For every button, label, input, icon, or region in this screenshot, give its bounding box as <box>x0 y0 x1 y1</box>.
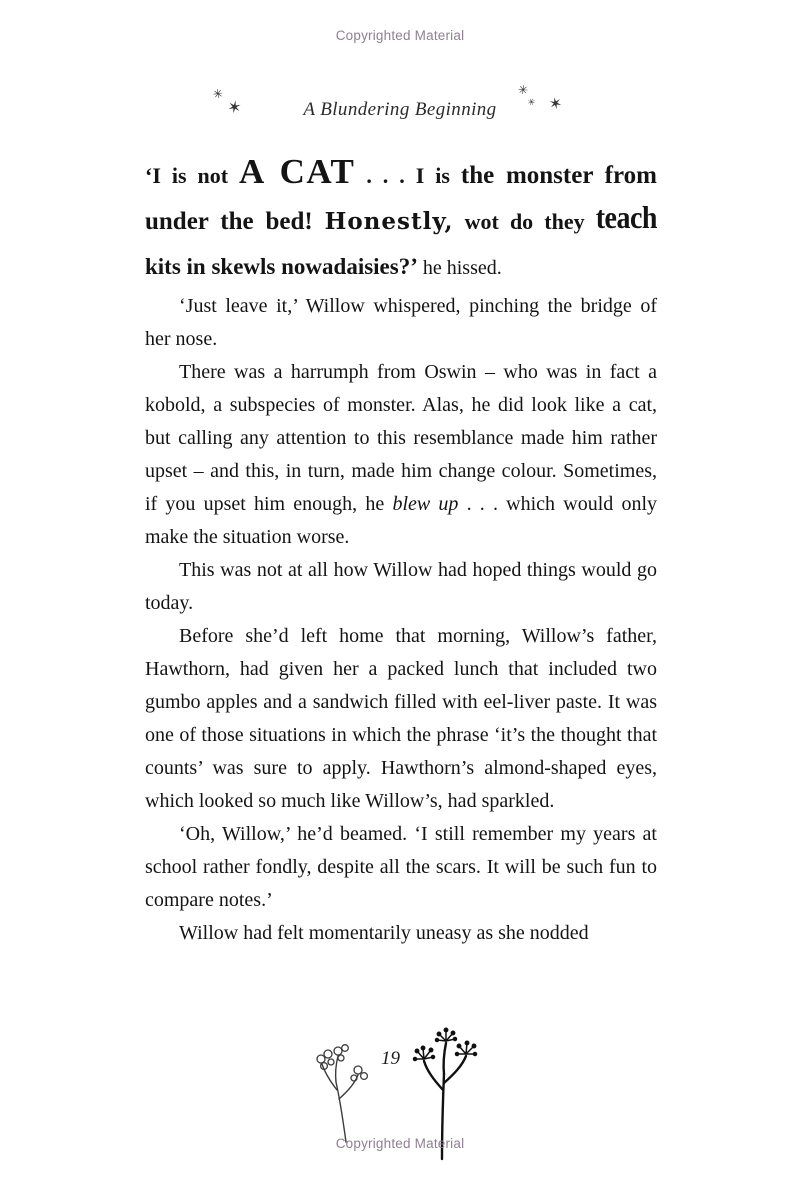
speech-run: A CAT <box>239 152 356 191</box>
copyright-notice-bottom: Copyrighted Material <box>335 1136 465 1151</box>
page-footer <box>0 1020 800 1178</box>
paragraph: Before she’d left home that morning, Willow’s father, Hawthorn, had given her a packed lunch that included two gumbo apples and a sandwich filled with eel-liver paste. It was one of those situations in which the phrase ‘it’s the thought that counts’ was sure to apply. Hawthorn’s almond-shaped eyes, which looked so much like Willow’s, had sparkled. <box>145 625 657 812</box>
sparkle-star-icon: ✳ <box>525 97 537 110</box>
speech-run: Honestly, <box>324 208 454 235</box>
speech-run: he hissed. <box>417 257 502 279</box>
body-text <box>145 150 657 950</box>
speech-run: . . . I is <box>355 163 461 188</box>
paragraph: ‘Just leave it,’ Willow whispered, pinching the bridge of her nose. <box>145 295 657 350</box>
berry-sprig-illustration-icon <box>306 1036 378 1144</box>
text-run: . . . which would only make the situation worse. <box>145 493 657 548</box>
sparkle-star-icon: ✳ <box>212 86 224 102</box>
sparkle-star-icon: ✳ <box>517 82 529 98</box>
text-run-italic: blew up <box>392 493 459 515</box>
speech-run: wot do they <box>453 209 596 234</box>
paragraph: ‘Oh, Willow,’ he’d beamed. ‘I still remember my years at school rather fondly, despite all the scars. It will be such fun to compare notes.’ <box>145 823 657 911</box>
chapter-title: A Blundering Beginning <box>303 99 497 120</box>
paragraph <box>145 356 657 554</box>
sparkle-star-icon: ✶ <box>225 96 243 120</box>
speech-run: teach <box>595 200 657 237</box>
copyright-notice-top: Copyrighted Material <box>335 28 465 43</box>
sparkle-star-icon: ✶ <box>547 92 565 115</box>
speech-run: kits in skewls nowadaisies?’ <box>145 254 418 279</box>
speech-run: the monster from under the bed! <box>145 162 657 235</box>
speech-run: ‘I is not <box>145 163 240 188</box>
paragraph-monster-speech <box>145 150 657 290</box>
text-run: There was a harrumph from Oswin – who was in fact a kobold, a subspecies of monster. Alas, he did look like a cat, but calling any attention to this resemblance made him rather upset – and this, in turn, made him change colour. Sometimes, if you upset him enough, he <box>145 361 657 515</box>
paragraph: This was not at all how Willow had hoped things would go today. <box>145 559 657 614</box>
chapter-header <box>0 0 800 140</box>
paragraph: Willow had felt momentarily uneasy as she nodded <box>179 922 589 944</box>
page-number: 19 <box>381 1048 400 1069</box>
